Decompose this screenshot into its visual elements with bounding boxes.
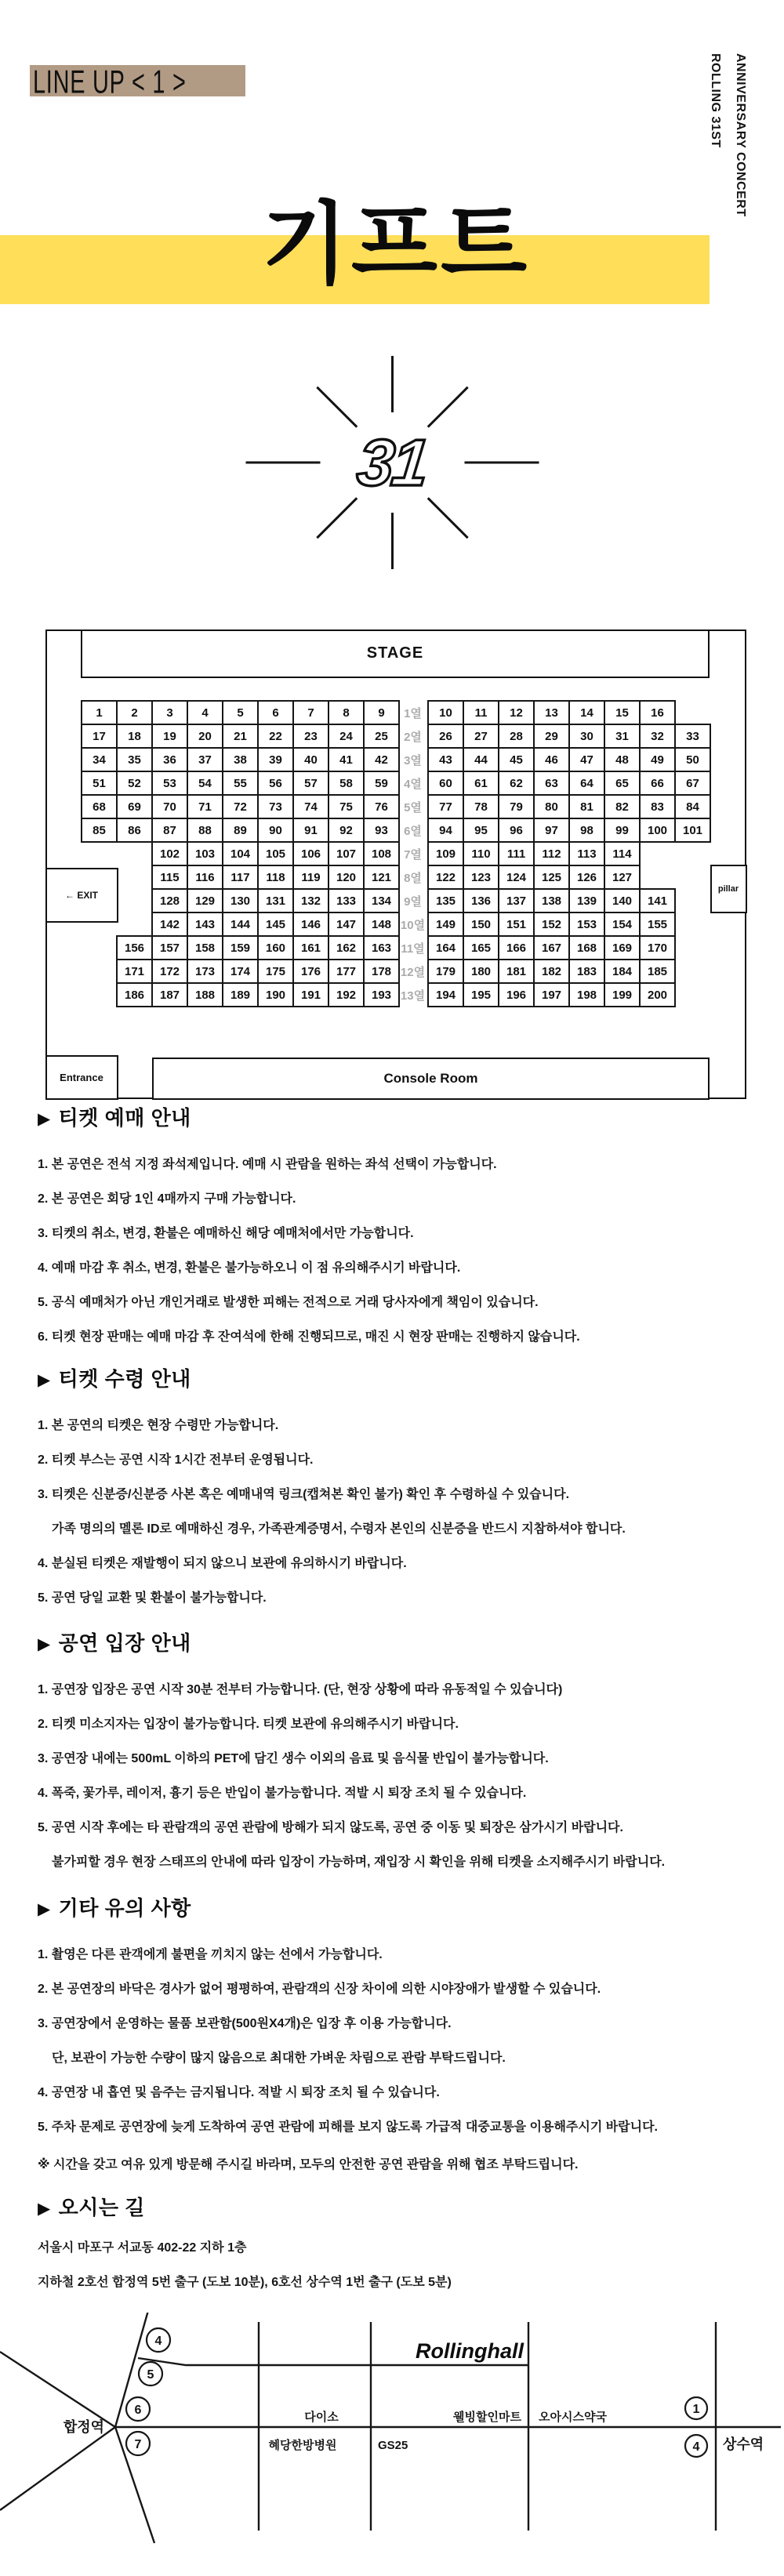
seat-187: 187	[151, 982, 188, 1007]
seat-121: 121	[363, 865, 400, 890]
exit-4-label: 4	[154, 2335, 162, 2348]
seat-93: 93	[363, 818, 400, 843]
seat-22: 22	[257, 724, 294, 749]
seat-77: 77	[427, 794, 464, 819]
seat-110: 110	[463, 841, 499, 866]
seat-149: 149	[427, 912, 464, 937]
seat-134: 134	[363, 888, 400, 913]
notice-item: 1. 촬영은 다른 관객에게 불편을 끼치지 않는 선에서 가능합니다.	[38, 1948, 383, 1961]
seat-184: 184	[604, 959, 641, 984]
seat-177: 177	[328, 959, 365, 984]
seat-5: 5	[222, 700, 259, 725]
gs25-label: GS25	[378, 2439, 408, 2452]
seat-96: 96	[498, 818, 535, 843]
seat-152: 152	[533, 912, 570, 937]
seat-67: 67	[674, 771, 711, 796]
triangle-bullet-icon: ▶	[38, 1110, 51, 1128]
seat-155: 155	[639, 912, 676, 937]
seat-111: 111	[498, 841, 535, 866]
section-title	[38, 1104, 767, 1134]
seat-2: 2	[116, 700, 153, 725]
seat-137: 137	[498, 888, 535, 913]
seat-87: 87	[151, 818, 188, 843]
exit-6-label: 6	[134, 2404, 142, 2417]
seat-9: 9	[363, 700, 400, 725]
seat-180: 180	[463, 959, 499, 984]
exit-7-label: 7	[134, 2438, 142, 2451]
triangle-bullet-icon: ▶	[38, 2200, 51, 2218]
seat-66: 66	[639, 771, 676, 796]
seat-128: 128	[151, 888, 188, 913]
seat-157: 157	[151, 935, 188, 960]
triangle-bullet-icon: ▶	[38, 1900, 51, 1918]
seat-120: 120	[328, 865, 365, 890]
seat-80: 80	[533, 794, 570, 819]
seat-18: 18	[116, 724, 153, 749]
notice-item: 5. 주차 문제로 공연장에 늦게 도착하여 공연 관람에 피해를 보지 않도록 가급적 대중교통을 이용해주시기 바랍니다.	[38, 2121, 659, 2134]
seat-16: 16	[639, 700, 676, 725]
seat-186: 186	[116, 982, 153, 1007]
notice-item: 1. 본 공연의 티켓은 현장 수령만 가능합니다.	[38, 1419, 279, 1432]
seat-182: 182	[533, 959, 570, 984]
seat-55: 55	[222, 771, 259, 796]
seat-113: 113	[568, 841, 605, 866]
oasis-pharmacy-label: 오아시스약국	[539, 2411, 607, 2424]
seat-78: 78	[463, 794, 499, 819]
seat-81: 81	[568, 794, 605, 819]
seat-125: 125	[533, 865, 570, 890]
exit-5-label: 5	[147, 2368, 154, 2382]
row-label-2: 2열	[404, 730, 422, 744]
sunburst-ray-icon	[426, 497, 468, 539]
notice-item: 5. 공식 예매처가 아닌 개인거래로 발생한 피해는 전적으로 거래 당사자에게 책임이 있습니다.	[38, 1296, 539, 1309]
notice-item: 2. 티켓 미소지자는 입장이 불가능합니다. 티켓 보관에 유의해주시기 바랍니다.	[38, 1718, 459, 1731]
row-label-8: 8열	[404, 871, 422, 885]
seat-158: 158	[187, 935, 223, 960]
seat-133: 133	[328, 888, 365, 913]
seat-109: 109	[427, 841, 464, 866]
seat-73: 73	[257, 794, 294, 819]
seat-181: 181	[498, 959, 535, 984]
seat-151: 151	[498, 912, 535, 937]
seat-49: 49	[639, 747, 676, 772]
seat-142: 142	[151, 912, 188, 937]
seat-25: 25	[363, 724, 400, 749]
seat-42: 42	[363, 747, 400, 772]
venue-label: Rollinghall	[416, 2339, 524, 2363]
seat-105: 105	[257, 841, 294, 866]
seat-159: 159	[222, 935, 259, 960]
seat-27: 27	[463, 724, 499, 749]
seat-20: 20	[187, 724, 223, 749]
seat-44: 44	[463, 747, 499, 772]
seat-7: 7	[292, 700, 329, 725]
row-label-3: 3열	[404, 753, 422, 767]
notice-item: 5. 공연 시작 후에는 타 관람객의 공연 관람에 방해가 되지 않도록, 공연 중 이동 및 퇴장은 삼가시기 바랍니다.	[38, 1821, 623, 1834]
lineup-label: LINE UP < 1 >	[32, 63, 187, 100]
seat-179: 179	[427, 959, 464, 984]
seat-32: 32	[639, 724, 676, 749]
seat-107: 107	[328, 841, 365, 866]
seat-39: 39	[257, 747, 294, 772]
hapjeong-station-label: 합정역	[63, 2419, 105, 2435]
notice-item: 5. 공연 당일 교환 및 환불이 불가능합니다.	[38, 1591, 267, 1605]
seat-145: 145	[257, 912, 294, 937]
seat-136: 136	[463, 888, 499, 913]
seat-69: 69	[116, 794, 153, 819]
row-label-1: 1열	[404, 706, 422, 720]
seat-100: 100	[639, 818, 676, 843]
seat-162: 162	[328, 935, 365, 960]
notice-item: 2. 티켓 부스는 공연 시작 1시간 전부터 운영됩니다.	[38, 1453, 314, 1467]
seat-160: 160	[257, 935, 294, 960]
notice-item: 3. 공연장에서 운영하는 물품 보관함(500원X4개)은 입장 후 이용 가능합니다.	[38, 2017, 452, 2030]
seat-14: 14	[568, 700, 605, 725]
seat-95: 95	[463, 818, 499, 843]
seat-197: 197	[533, 982, 570, 1007]
triangle-bullet-icon: ▶	[38, 1635, 51, 1653]
seat-172: 172	[151, 959, 188, 984]
notice-item: 3. 티켓은 신분증/신분증 사본 혹은 예매내역 링크(캡쳐본 확인 불가) 확인 후 수령하실 수 있습니다.	[38, 1488, 570, 1501]
seat-36: 36	[151, 747, 188, 772]
seat-82: 82	[604, 794, 641, 819]
seat-13: 13	[533, 700, 570, 725]
seat-156: 156	[116, 935, 153, 960]
wellbeing-mart-label: 웰빙할인마트	[453, 2411, 521, 2424]
notice-item: 불가피할 경우 현장 스태프의 안내에 따라 입장이 가능하며, 재입장 시 확인을 위해 티켓을 소지해주시기 바랍니다.	[52, 1856, 666, 1869]
seat-150: 150	[463, 912, 499, 937]
seat-15: 15	[604, 700, 641, 725]
section-title	[38, 1365, 767, 1395]
notice-item: 2. 본 공연장의 바닥은 경사가 없어 평평하여, 관람객의 신장 차이에 의한 시야장애가 발생할 수 있습니다.	[38, 1983, 601, 1996]
seat-57: 57	[292, 771, 329, 796]
seat-65: 65	[604, 771, 641, 796]
seat-153: 153	[568, 912, 605, 937]
notice-item: 6. 티켓 현장 판매는 예매 마감 후 잔여석에 한해 진행되므로, 매진 시 현장 판매는 진행하지 않습니다.	[38, 1330, 580, 1344]
notice-item: 3. 공연장 내에는 500mL 이하의 PET에 담긴 생수 이외의 음료 및 음식물 반입이 불가능합니다.	[38, 1752, 549, 1765]
seat-35: 35	[116, 747, 153, 772]
venue-address: 서울시 마포구 서교동 402-22 지하 1층	[38, 2241, 247, 2255]
seat-21: 21	[222, 724, 259, 749]
logo-number: 31	[354, 426, 430, 499]
notice-item: 4. 예매 마감 후 취소, 변경, 환불은 불가능하오니 이 점 유의해주시기 바랍니다.	[38, 1261, 461, 1275]
seat-71: 71	[187, 794, 223, 819]
seat-85: 85	[81, 818, 118, 843]
seat-102: 102	[151, 841, 188, 866]
console-room-area: Console Room	[152, 1058, 710, 1100]
seat-126: 126	[568, 865, 605, 890]
seat-103: 103	[187, 841, 223, 866]
seat-40: 40	[292, 747, 329, 772]
sunburst-ray-icon	[464, 462, 539, 464]
seat-199: 199	[604, 982, 641, 1007]
seat-170: 170	[639, 935, 676, 960]
seat-31: 31	[604, 724, 641, 749]
seat-185: 185	[639, 959, 676, 984]
seat-86: 86	[116, 818, 153, 843]
seat-183: 183	[568, 959, 605, 984]
seat-83: 83	[639, 794, 676, 819]
notice-item: 4. 폭죽, 꽃가루, 레이저, 흉기 등은 반입이 불가능합니다. 적발 시 퇴장 조치 될 수 있습니다.	[38, 1787, 527, 1800]
seat-147: 147	[328, 912, 365, 937]
seat-60: 60	[427, 771, 464, 796]
seat-148: 148	[363, 912, 400, 937]
seat-124: 124	[498, 865, 535, 890]
seat-165: 165	[463, 935, 499, 960]
seat-26: 26	[427, 724, 464, 749]
seat-46: 46	[533, 747, 570, 772]
seat-50: 50	[674, 747, 711, 772]
seat-38: 38	[222, 747, 259, 772]
seat-117: 117	[222, 865, 259, 890]
seat-200: 200	[639, 982, 676, 1007]
seat-161: 161	[292, 935, 329, 960]
seat-131: 131	[257, 888, 294, 913]
seat-171: 171	[116, 959, 153, 984]
seat-33: 33	[674, 724, 711, 749]
seat-74: 74	[292, 794, 329, 819]
seat-51: 51	[81, 771, 118, 796]
seat-84: 84	[674, 794, 711, 819]
triangle-bullet-icon: ▶	[38, 1371, 51, 1389]
seat-52: 52	[116, 771, 153, 796]
seat-164: 164	[427, 935, 464, 960]
seat-174: 174	[222, 959, 259, 984]
sunburst-ray-icon	[426, 386, 468, 428]
seat-127: 127	[604, 865, 641, 890]
seat-53: 53	[151, 771, 188, 796]
seat-68: 68	[81, 794, 118, 819]
seat-97: 97	[533, 818, 570, 843]
section-title-text: 공연 입장 안내	[58, 1631, 191, 1655]
row-label-10: 10열	[400, 918, 426, 932]
anniversary-31-logo	[314, 384, 470, 541]
map-roads	[0, 2313, 781, 2543]
seat-23: 23	[292, 724, 329, 749]
sunburst-ray-icon	[316, 386, 358, 428]
seat-167: 167	[533, 935, 570, 960]
seat-75: 75	[328, 794, 365, 819]
seat-188: 188	[187, 982, 223, 1007]
seat-54: 54	[187, 771, 223, 796]
seat-3: 3	[151, 700, 188, 725]
seat-11: 11	[463, 700, 499, 725]
seat-146: 146	[292, 912, 329, 937]
venue-map	[0, 2313, 784, 2576]
seat-195: 195	[463, 982, 499, 1007]
seat-89: 89	[222, 818, 259, 843]
seat-12: 12	[498, 700, 535, 725]
stage-area: STAGE	[81, 629, 710, 678]
vertical-title-line1: ROLLING 31ST	[709, 53, 722, 148]
exit-4b-label: 4	[692, 2440, 700, 2454]
seat-192: 192	[328, 982, 365, 1007]
seat-56: 56	[257, 771, 294, 796]
seat-194: 194	[427, 982, 464, 1007]
seat-138: 138	[533, 888, 570, 913]
sunburst-ray-icon	[245, 462, 320, 464]
seat-6: 6	[257, 700, 294, 725]
seat-139: 139	[568, 888, 605, 913]
seat-61: 61	[463, 771, 499, 796]
notice-item: 1. 공연장 입장은 공연 시작 30분 전부터 가능합니다. (단, 현장 상황에 따라 유동적일 수 있습니다)	[38, 1683, 563, 1696]
seat-118: 118	[257, 865, 294, 890]
section-title-text: 티켓 예매 안내	[58, 1106, 191, 1130]
seat-17: 17	[81, 724, 118, 749]
seat-130: 130	[222, 888, 259, 913]
section-1	[38, 1104, 767, 1355]
seat-168: 168	[568, 935, 605, 960]
seat-119: 119	[292, 865, 329, 890]
seat-166: 166	[498, 935, 535, 960]
seat-123: 123	[463, 865, 499, 890]
seat-94: 94	[427, 818, 464, 843]
seat-112: 112	[533, 841, 570, 866]
seat-72: 72	[222, 794, 259, 819]
seat-198: 198	[568, 982, 605, 1007]
seat-116: 116	[187, 865, 223, 890]
seat-163: 163	[363, 935, 400, 960]
sunburst-ray-icon	[316, 497, 358, 539]
seat-193: 193	[363, 982, 400, 1007]
seat-144: 144	[222, 912, 259, 937]
notice-item: 2. 본 공연은 회당 1인 4매까지 구매 가능합니다.	[38, 1192, 296, 1206]
seat-37: 37	[187, 747, 223, 772]
seating-chart	[45, 629, 746, 1099]
seat-106: 106	[292, 841, 329, 866]
seat-99: 99	[604, 818, 641, 843]
daiso-label: 다이소	[304, 2411, 339, 2424]
seat-108: 108	[363, 841, 400, 866]
section-2	[38, 1365, 767, 1616]
notice-item: 단, 보관이 가능한 수량이 많지 않음으로 최대한 가벼운 차림으로 관람 부탁드립니다.	[52, 2052, 506, 2065]
seat-43: 43	[427, 747, 464, 772]
seat-28: 28	[498, 724, 535, 749]
safety-note: ※ 시간을 갖고 여유 있게 방문해 주시길 바라며, 모두의 안전한 공연 관람을 위해 협조 부탁드립니다.	[38, 2158, 579, 2171]
seat-129: 129	[187, 888, 223, 913]
row-label-12: 12열	[400, 965, 426, 979]
seat-63: 63	[533, 771, 570, 796]
row-label-11: 11열	[401, 942, 425, 956]
seat-1: 1	[81, 700, 118, 725]
notice-item: 4. 분실된 티켓은 재발행이 되지 않으니 보관에 유의하시기 바랍니다.	[38, 1557, 407, 1570]
section-title-text: 티켓 수령 안내	[58, 1367, 191, 1391]
seat-10: 10	[427, 700, 464, 725]
section-title	[38, 1894, 767, 1924]
row-label-9: 9열	[404, 894, 422, 909]
seat-29: 29	[533, 724, 570, 749]
section-4	[38, 1894, 767, 2145]
seat-90: 90	[257, 818, 294, 843]
seat-141: 141	[639, 888, 676, 913]
exit-area: ← EXIT	[45, 868, 118, 923]
seat-176: 176	[292, 959, 329, 984]
seat-104: 104	[222, 841, 259, 866]
sangsu-station-label: 상수역	[723, 2436, 764, 2452]
seat-47: 47	[568, 747, 605, 772]
exit-1-label: 1	[692, 2403, 700, 2416]
seat-122: 122	[427, 865, 464, 890]
seat-79: 79	[498, 794, 535, 819]
seat-19: 19	[151, 724, 188, 749]
seat-98: 98	[568, 818, 605, 843]
seat-76: 76	[363, 794, 400, 819]
seat-48: 48	[604, 747, 641, 772]
section-3	[38, 1629, 767, 1880]
seat-169: 169	[604, 935, 641, 960]
seat-59: 59	[363, 771, 400, 796]
notice-item: 1. 본 공연은 전석 지정 좌석제입니다. 예매 시 관람을 원하는 좌석 선택이 가능합니다.	[38, 1158, 497, 1171]
seat-34: 34	[81, 747, 118, 772]
row-label-4: 4열	[404, 777, 422, 791]
seat-191: 191	[292, 982, 329, 1007]
seat-135: 135	[427, 888, 464, 913]
seat-8: 8	[328, 700, 365, 725]
hyedang-clinic-label: 혜당한방병원	[268, 2439, 337, 2452]
seat-196: 196	[498, 982, 535, 1007]
row-label-7: 7열	[404, 847, 422, 862]
seat-101: 101	[674, 818, 711, 843]
row-label-5: 5열	[404, 800, 422, 815]
seat-92: 92	[328, 818, 365, 843]
seat-154: 154	[604, 912, 641, 937]
seat-175: 175	[257, 959, 294, 984]
seat-45: 45	[498, 747, 535, 772]
seat-189: 189	[222, 982, 259, 1007]
row-label-6: 6열	[404, 824, 422, 838]
pillar-area: pillar	[710, 865, 747, 913]
seat-114: 114	[604, 841, 641, 866]
seat-178: 178	[363, 959, 400, 984]
sunburst-ray-icon	[391, 356, 394, 412]
section-title	[38, 1629, 767, 1659]
seat-41: 41	[328, 747, 365, 772]
notice-item: 3. 티켓의 취소, 변경, 환불은 예매하신 해당 예매처에서만 가능합니다.	[38, 1227, 414, 1240]
seat-64: 64	[568, 771, 605, 796]
seat-132: 132	[292, 888, 329, 913]
seat-173: 173	[187, 959, 223, 984]
seat-4: 4	[187, 700, 223, 725]
lineup-badge	[30, 63, 245, 100]
seat-30: 30	[568, 724, 605, 749]
seat-115: 115	[151, 865, 188, 890]
subway-directions: 지하철 2호선 합정역 5번 출구 (도보 10분), 6호선 상수역 1번 출구 (도보 5분)	[38, 2276, 452, 2289]
seat-70: 70	[151, 794, 188, 819]
seat-62: 62	[498, 771, 535, 796]
seat-88: 88	[187, 818, 223, 843]
seat-58: 58	[328, 771, 365, 796]
row-label-13: 13열	[400, 989, 426, 1003]
notice-item: 4. 공연장 내 흡연 및 음주는 금지됩니다. 적발 시 퇴장 조치 될 수 있습니다.	[38, 2086, 440, 2099]
seat-24: 24	[328, 724, 365, 749]
section-title: ▶ 오시는 길	[38, 2196, 145, 2219]
entrance-area: Entrance	[45, 1055, 118, 1100]
seat-143: 143	[187, 912, 223, 937]
notice-item: 가족 명의의 멜론 ID로 예매하신 경우, 가족관계증명서, 수령자 본인의 신분증을 반드시 지참하셔야 합니다.	[52, 1522, 626, 1536]
vertical-title-line2: ANNIVERSARY CONCERT	[734, 53, 747, 217]
seat-91: 91	[292, 818, 329, 843]
section-title-text: 기타 유의 사항	[58, 1896, 191, 1920]
seat-140: 140	[604, 888, 641, 913]
seat-190: 190	[257, 982, 294, 1007]
sunburst-ray-icon	[391, 513, 394, 569]
page-title: 기프트	[261, 195, 531, 295]
